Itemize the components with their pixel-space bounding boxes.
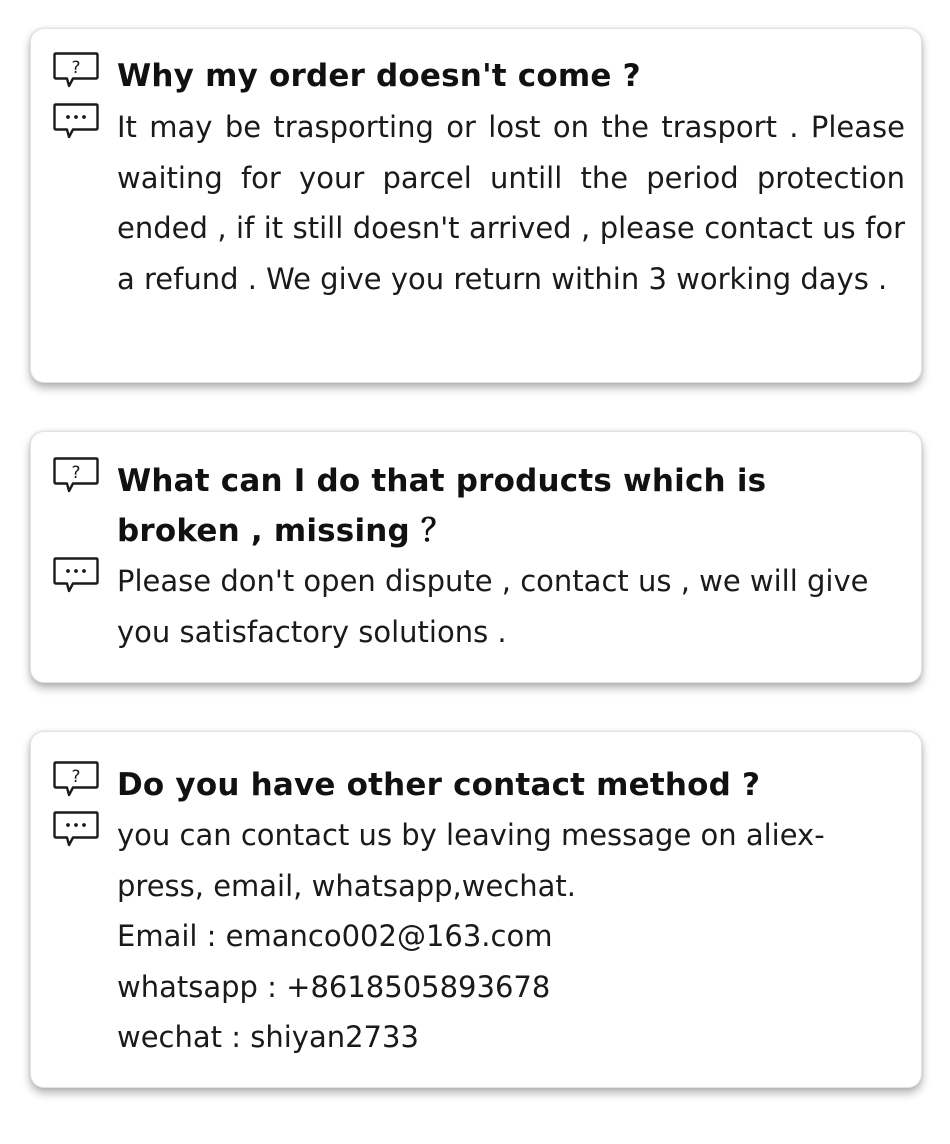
answer-row [53,102,905,304]
answer-row [53,810,905,1063]
question-text: Do you have other contact method ? [117,767,761,803]
faq-card-contact-methods [30,731,922,1088]
answer-line: you can contact us by leaving message on aliex- [117,818,825,852]
question-row [53,760,887,810]
faq-card-broken-missing [30,431,922,683]
svg-text:?: ? [71,463,81,483]
svg-text:?: ? [71,58,81,78]
question-row [53,51,887,101]
answer-row [53,556,905,657]
whatsapp-line: whatsapp : +8618505893678 [117,969,551,1004]
question-text: Why my order doesn't come ? [117,58,641,94]
chat-ellipsis-bubble-icon [53,810,99,848]
chat-ellipsis-bubble-icon [53,102,99,140]
email-line: Email : emanco002@163.com [117,919,553,953]
chat-ellipsis-bubble-icon [53,556,99,594]
svg-text:?: ? [71,767,81,787]
answer-text [117,810,905,1063]
question-bubble-icon [53,456,99,494]
faq-card-order-not-arrived [30,28,922,383]
question-text: What can I do that products which is broken , missing ？ [117,463,767,549]
answer-text: It may be trasporting or lost on the trasport . Please waiting for your parcel untill the period protection ended , if it still doesn't arrived , please contact us for a refund . We give you return within 3 working days . [117,110,905,296]
answer-text: Please don't open dispute , contact us , we will give you satisfactory solutions . [117,564,869,649]
question-row [53,456,887,556]
question-bubble-icon [53,760,99,798]
question-bubble-icon [53,51,99,89]
wechat-line: wechat : shiyan2733 [117,1020,419,1054]
answer-line: press, email, whatsapp,wechat. [117,868,577,903]
